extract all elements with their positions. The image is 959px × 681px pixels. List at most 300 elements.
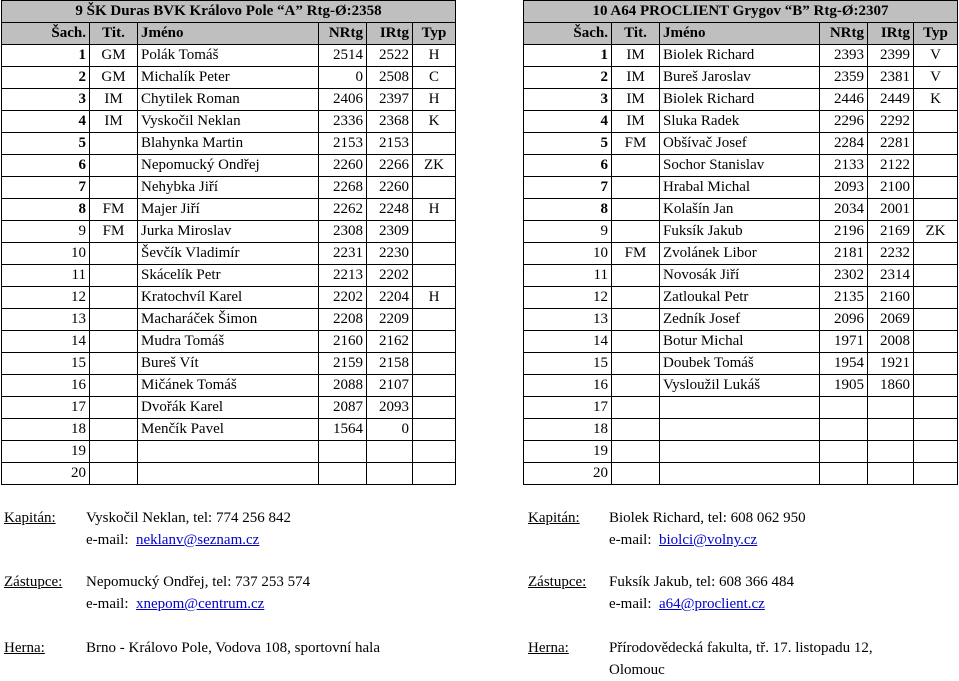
board-cell: 8	[524, 199, 612, 221]
name-cell	[660, 441, 820, 463]
title-cell: IM	[612, 45, 660, 67]
player-row	[524, 243, 958, 265]
title-cell	[612, 397, 660, 419]
type-cell	[413, 463, 456, 485]
title-cell: IM	[612, 111, 660, 133]
right-deputy-info	[609, 571, 794, 615]
irtg-cell: 2202	[367, 265, 413, 287]
nrtg-cell: 2153	[319, 133, 367, 155]
title-cell	[90, 419, 138, 441]
player-row	[2, 331, 456, 353]
board-cell: 13	[524, 309, 612, 331]
name-cell: Chytilek Roman	[138, 89, 319, 111]
deputy-text: Fuksík Jakub, tel: 608 366 484	[609, 574, 795, 590]
nrtg-cell: 2514	[319, 45, 367, 67]
type-cell	[413, 397, 456, 419]
col-header-irtg: IRtg	[367, 23, 413, 45]
left-captain-info	[86, 507, 291, 551]
name-cell: Macharáček Šimon	[138, 309, 319, 331]
board-cell: 17	[524, 397, 612, 419]
irtg-cell: 2153	[367, 133, 413, 155]
board-cell: 6	[2, 155, 90, 177]
type-cell	[914, 177, 958, 199]
header-row	[2, 23, 456, 45]
nrtg-cell: 0	[319, 67, 367, 89]
type-cell	[413, 177, 456, 199]
name-cell: Biolek Richard	[660, 45, 820, 67]
type-cell: K	[914, 89, 958, 111]
name-cell: Obšívač Josef	[660, 133, 820, 155]
name-cell: Kolašín Jan	[660, 199, 820, 221]
name-cell: Skácelík Petr	[138, 265, 319, 287]
player-row	[2, 45, 456, 67]
name-cell: Botur Michal	[660, 331, 820, 353]
right-venue-info	[609, 637, 873, 681]
type-cell	[413, 331, 456, 353]
nrtg-cell: 2359	[820, 67, 868, 89]
nrtg-cell: 2268	[319, 177, 367, 199]
type-cell	[914, 463, 958, 485]
team-title: 9 ŠK Duras BVK Královo Pole “A” Rtg-Ø:2358	[2, 1, 456, 23]
left-team-roster	[1, 0, 456, 485]
player-row	[524, 463, 958, 485]
player-row	[2, 221, 456, 243]
irtg-cell: 2158	[367, 353, 413, 375]
board-cell: 14	[524, 331, 612, 353]
title-cell	[90, 265, 138, 287]
player-row	[524, 397, 958, 419]
irtg-cell: 1921	[868, 353, 914, 375]
name-cell: Mičánek Tomáš	[138, 375, 319, 397]
name-cell: Zedník Josef	[660, 309, 820, 331]
irtg-cell: 2162	[367, 331, 413, 353]
type-cell: H	[413, 89, 456, 111]
left-roster-body	[2, 1, 456, 485]
board-cell: 9	[524, 221, 612, 243]
player-row	[524, 111, 958, 133]
name-cell: Novosák Jiří	[660, 265, 820, 287]
type-cell	[413, 353, 456, 375]
nrtg-cell: 2284	[820, 133, 868, 155]
board-cell: 18	[524, 419, 612, 441]
col-header-nrtg: NRtg	[820, 23, 868, 45]
title-cell	[612, 419, 660, 441]
name-cell: Ševčík Vladimír	[138, 243, 319, 265]
irtg-cell: 2107	[367, 375, 413, 397]
player-row	[524, 67, 958, 89]
board-cell: 17	[2, 397, 90, 419]
board-cell: 15	[524, 353, 612, 375]
right-venue-label: Herna:	[528, 640, 569, 656]
irtg-cell: 2266	[367, 155, 413, 177]
player-row	[524, 45, 958, 67]
nrtg-cell: 1954	[820, 353, 868, 375]
name-cell: Polák Tomáš	[138, 45, 319, 67]
venue-line-1: Brno - Královo Pole, Vodova 108, sportovní hala	[86, 640, 381, 656]
board-cell: 2	[524, 67, 612, 89]
irtg-cell: 1860	[868, 375, 914, 397]
col-header-title: Tit.	[90, 23, 138, 45]
nrtg-cell: 2087	[319, 397, 367, 419]
irtg-cell: 2100	[868, 177, 914, 199]
irtg-cell: 2397	[367, 89, 413, 111]
irtg-cell	[868, 397, 914, 419]
nrtg-cell: 2262	[319, 199, 367, 221]
nrtg-cell: 2135	[820, 287, 868, 309]
board-cell: 11	[524, 265, 612, 287]
player-row	[2, 133, 456, 155]
title-cell	[612, 265, 660, 287]
name-cell: Zvolánek Libor	[660, 243, 820, 265]
title-cell	[612, 441, 660, 463]
player-row	[2, 111, 456, 133]
right-roster-body	[524, 1, 958, 485]
player-row	[524, 177, 958, 199]
venue-line-1: Přírodovědecká fakulta, tř. 17. listopadu 12,	[609, 640, 873, 656]
irtg-cell	[868, 463, 914, 485]
board-cell: 1	[2, 45, 90, 67]
irtg-cell	[367, 463, 413, 485]
irtg-cell: 2093	[367, 397, 413, 419]
player-row	[524, 419, 958, 441]
nrtg-cell: 2196	[820, 221, 868, 243]
header-row	[524, 23, 958, 45]
nrtg-cell	[319, 463, 367, 485]
name-cell: Nepomucký Ondřej	[138, 155, 319, 177]
nrtg-cell: 2034	[820, 199, 868, 221]
nrtg-cell: 1564	[319, 419, 367, 441]
nrtg-cell: 1971	[820, 331, 868, 353]
player-row	[2, 177, 456, 199]
col-header-type: Typ	[413, 23, 456, 45]
title-cell	[90, 155, 138, 177]
board-cell: 9	[2, 221, 90, 243]
col-header-type: Typ	[914, 23, 958, 45]
type-cell	[413, 133, 456, 155]
player-row	[524, 89, 958, 111]
nrtg-cell: 2393	[820, 45, 868, 67]
type-cell	[914, 243, 958, 265]
col-header-title: Tit.	[612, 23, 660, 45]
nrtg-cell: 2133	[820, 155, 868, 177]
player-row	[524, 155, 958, 177]
name-cell: Jurka Miroslav	[138, 221, 319, 243]
type-cell: K	[413, 111, 456, 133]
irtg-cell: 2248	[367, 199, 413, 221]
irtg-cell: 2260	[367, 177, 413, 199]
nrtg-cell: 2308	[319, 221, 367, 243]
board-cell: 8	[2, 199, 90, 221]
name-cell	[660, 397, 820, 419]
board-cell: 7	[2, 177, 90, 199]
col-header-irtg: IRtg	[868, 23, 914, 45]
nrtg-cell: 2260	[319, 155, 367, 177]
title-cell	[612, 287, 660, 309]
board-cell: 4	[524, 111, 612, 133]
deputy-email-link[interactable]: a64@proclient.cz	[658, 596, 765, 612]
title-cell	[90, 353, 138, 375]
irtg-cell: 2160	[868, 287, 914, 309]
col-header-board: Šach.	[2, 23, 90, 45]
name-cell: Menčík Pavel	[138, 419, 319, 441]
board-cell: 2	[2, 67, 90, 89]
email-label: e-mail:	[86, 532, 129, 548]
name-cell	[138, 441, 319, 463]
title-cell: IM	[612, 67, 660, 89]
type-cell: ZK	[413, 155, 456, 177]
venue-line-2: Olomouc	[609, 662, 665, 678]
player-row	[2, 265, 456, 287]
player-row	[2, 463, 456, 485]
type-cell	[914, 419, 958, 441]
irtg-cell: 2232	[868, 243, 914, 265]
right-captain-label: Kapitán:	[528, 510, 580, 526]
type-cell	[413, 243, 456, 265]
player-row	[524, 265, 958, 287]
name-cell: Mudra Tomáš	[138, 331, 319, 353]
title-cell: FM	[90, 221, 138, 243]
irtg-cell: 2230	[367, 243, 413, 265]
board-cell: 12	[524, 287, 612, 309]
player-row	[2, 397, 456, 419]
type-cell: ZK	[914, 221, 958, 243]
title-cell: FM	[90, 199, 138, 221]
nrtg-cell	[820, 419, 868, 441]
board-cell: 19	[2, 441, 90, 463]
type-cell: H	[413, 287, 456, 309]
board-cell: 16	[524, 375, 612, 397]
name-cell	[660, 463, 820, 485]
email-label: e-mail:	[86, 596, 129, 612]
nrtg-cell	[820, 463, 868, 485]
name-cell: Kratochvíl Karel	[138, 287, 319, 309]
type-cell	[413, 221, 456, 243]
captain-text: Vyskočil Neklan, tel: 774 256 842	[86, 510, 291, 526]
title-cell	[612, 463, 660, 485]
nrtg-cell: 2406	[319, 89, 367, 111]
irtg-cell	[868, 419, 914, 441]
board-cell: 11	[2, 265, 90, 287]
name-cell: Biolek Richard	[660, 89, 820, 111]
right-team-roster	[523, 0, 958, 485]
deputy-email-line	[86, 593, 310, 615]
name-cell: Bureš Jaroslav	[660, 67, 820, 89]
nrtg-cell: 2296	[820, 111, 868, 133]
irtg-cell: 2508	[367, 67, 413, 89]
player-row	[524, 375, 958, 397]
irtg-cell: 2169	[868, 221, 914, 243]
nrtg-cell	[820, 441, 868, 463]
board-cell: 20	[524, 463, 612, 485]
title-cell	[612, 375, 660, 397]
nrtg-cell	[820, 397, 868, 419]
nrtg-cell: 2202	[319, 287, 367, 309]
type-cell	[914, 441, 958, 463]
board-cell: 19	[524, 441, 612, 463]
type-cell: H	[413, 45, 456, 67]
player-row	[2, 441, 456, 463]
title-cell	[90, 309, 138, 331]
email-label: e-mail:	[609, 532, 652, 548]
irtg-cell: 2309	[367, 221, 413, 243]
type-cell	[413, 265, 456, 287]
player-row	[524, 199, 958, 221]
left-captain-label: Kapitán:	[4, 510, 56, 526]
board-cell: 3	[524, 89, 612, 111]
irtg-cell: 2368	[367, 111, 413, 133]
email-label: e-mail:	[609, 596, 652, 612]
board-cell: 10	[524, 243, 612, 265]
nrtg-cell	[319, 441, 367, 463]
player-row	[524, 133, 958, 155]
player-row	[524, 221, 958, 243]
irtg-cell: 2292	[868, 111, 914, 133]
title-cell: FM	[612, 133, 660, 155]
captain-email-link[interactable]: neklanv@seznam.cz	[135, 532, 260, 548]
irtg-cell: 2122	[868, 155, 914, 177]
title-cell: GM	[90, 67, 138, 89]
nrtg-cell: 2093	[820, 177, 868, 199]
type-cell	[413, 375, 456, 397]
name-cell	[660, 419, 820, 441]
irtg-cell	[868, 441, 914, 463]
type-cell	[914, 331, 958, 353]
type-cell	[413, 441, 456, 463]
board-cell: 7	[524, 177, 612, 199]
irtg-cell: 2314	[868, 265, 914, 287]
name-cell: Zatloukal Petr	[660, 287, 820, 309]
title-cell	[612, 331, 660, 353]
name-cell: Majer Jiří	[138, 199, 319, 221]
name-cell: Doubek Tomáš	[660, 353, 820, 375]
team-title-row	[524, 1, 958, 23]
title-cell: IM	[90, 89, 138, 111]
left-deputy-info	[86, 571, 310, 615]
type-cell	[914, 353, 958, 375]
irtg-cell: 0	[367, 419, 413, 441]
board-cell: 13	[2, 309, 90, 331]
nrtg-cell: 2160	[319, 331, 367, 353]
name-cell: Vysloužil Lukáš	[660, 375, 820, 397]
title-cell: GM	[90, 45, 138, 67]
irtg-cell: 2001	[868, 199, 914, 221]
player-row	[2, 375, 456, 397]
title-cell: IM	[90, 111, 138, 133]
type-cell	[914, 133, 958, 155]
player-row	[2, 243, 456, 265]
col-header-board: Šach.	[524, 23, 612, 45]
nrtg-cell: 1905	[820, 375, 868, 397]
nrtg-cell: 2213	[319, 265, 367, 287]
right-deputy-label: Zástupce:	[528, 574, 587, 590]
title-cell: FM	[612, 243, 660, 265]
nrtg-cell: 2208	[319, 309, 367, 331]
title-cell	[90, 287, 138, 309]
board-cell: 16	[2, 375, 90, 397]
player-row	[524, 353, 958, 375]
name-cell: Vyskočil Neklan	[138, 111, 319, 133]
type-cell	[914, 375, 958, 397]
nrtg-cell: 2336	[319, 111, 367, 133]
captain-text: Biolek Richard, tel: 608 062 950	[609, 510, 806, 526]
right-captain-info	[609, 507, 806, 551]
player-row	[2, 199, 456, 221]
title-cell	[612, 199, 660, 221]
player-row	[2, 309, 456, 331]
name-cell: Sochor Stanislav	[660, 155, 820, 177]
left-venue-label: Herna:	[4, 640, 45, 656]
title-cell	[612, 309, 660, 331]
name-cell: Bureš Vít	[138, 353, 319, 375]
irtg-cell: 2281	[868, 133, 914, 155]
deputy-email-link[interactable]: xnepom@centrum.cz	[135, 596, 265, 612]
player-row	[2, 353, 456, 375]
team-title-row	[2, 1, 456, 23]
player-row	[2, 419, 456, 441]
irtg-cell: 2399	[868, 45, 914, 67]
title-cell	[90, 243, 138, 265]
irtg-cell: 2069	[868, 309, 914, 331]
board-cell: 15	[2, 353, 90, 375]
type-cell	[914, 265, 958, 287]
name-cell: Fuksík Jakub	[660, 221, 820, 243]
board-cell: 3	[2, 89, 90, 111]
name-cell: Dvořák Karel	[138, 397, 319, 419]
board-cell: 18	[2, 419, 90, 441]
name-cell: Blahynka Martin	[138, 133, 319, 155]
team-title: 10 A64 PROCLIENT Grygov “B” Rtg-Ø:2307	[524, 1, 958, 23]
name-cell: Michalík Peter	[138, 67, 319, 89]
type-cell: V	[914, 67, 958, 89]
type-cell	[914, 397, 958, 419]
captain-email-link[interactable]: biolci@volny.cz	[658, 532, 758, 548]
type-cell	[914, 199, 958, 221]
irtg-cell: 2209	[367, 309, 413, 331]
board-cell: 5	[524, 133, 612, 155]
title-cell	[90, 463, 138, 485]
deputy-text: Nepomucký Ondřej, tel: 737 253 574	[86, 574, 311, 590]
type-cell	[914, 287, 958, 309]
type-cell	[914, 155, 958, 177]
board-cell: 14	[2, 331, 90, 353]
nrtg-cell: 2181	[820, 243, 868, 265]
name-cell	[138, 463, 319, 485]
player-row	[524, 331, 958, 353]
name-cell: Hrabal Michal	[660, 177, 820, 199]
irtg-cell: 2008	[868, 331, 914, 353]
type-cell: V	[914, 45, 958, 67]
type-cell	[413, 419, 456, 441]
title-cell	[90, 375, 138, 397]
title-cell	[90, 177, 138, 199]
title-cell: IM	[612, 89, 660, 111]
type-cell	[413, 309, 456, 331]
name-cell: Sluka Radek	[660, 111, 820, 133]
player-row	[2, 67, 456, 89]
board-cell: 12	[2, 287, 90, 309]
title-cell	[612, 177, 660, 199]
irtg-cell	[367, 441, 413, 463]
title-cell	[612, 221, 660, 243]
type-cell	[914, 309, 958, 331]
irtg-cell: 2449	[868, 89, 914, 111]
title-cell	[612, 155, 660, 177]
player-row	[2, 155, 456, 177]
board-cell: 5	[2, 133, 90, 155]
player-row	[524, 441, 958, 463]
board-cell: 20	[2, 463, 90, 485]
col-header-name: Jméno	[660, 23, 820, 45]
